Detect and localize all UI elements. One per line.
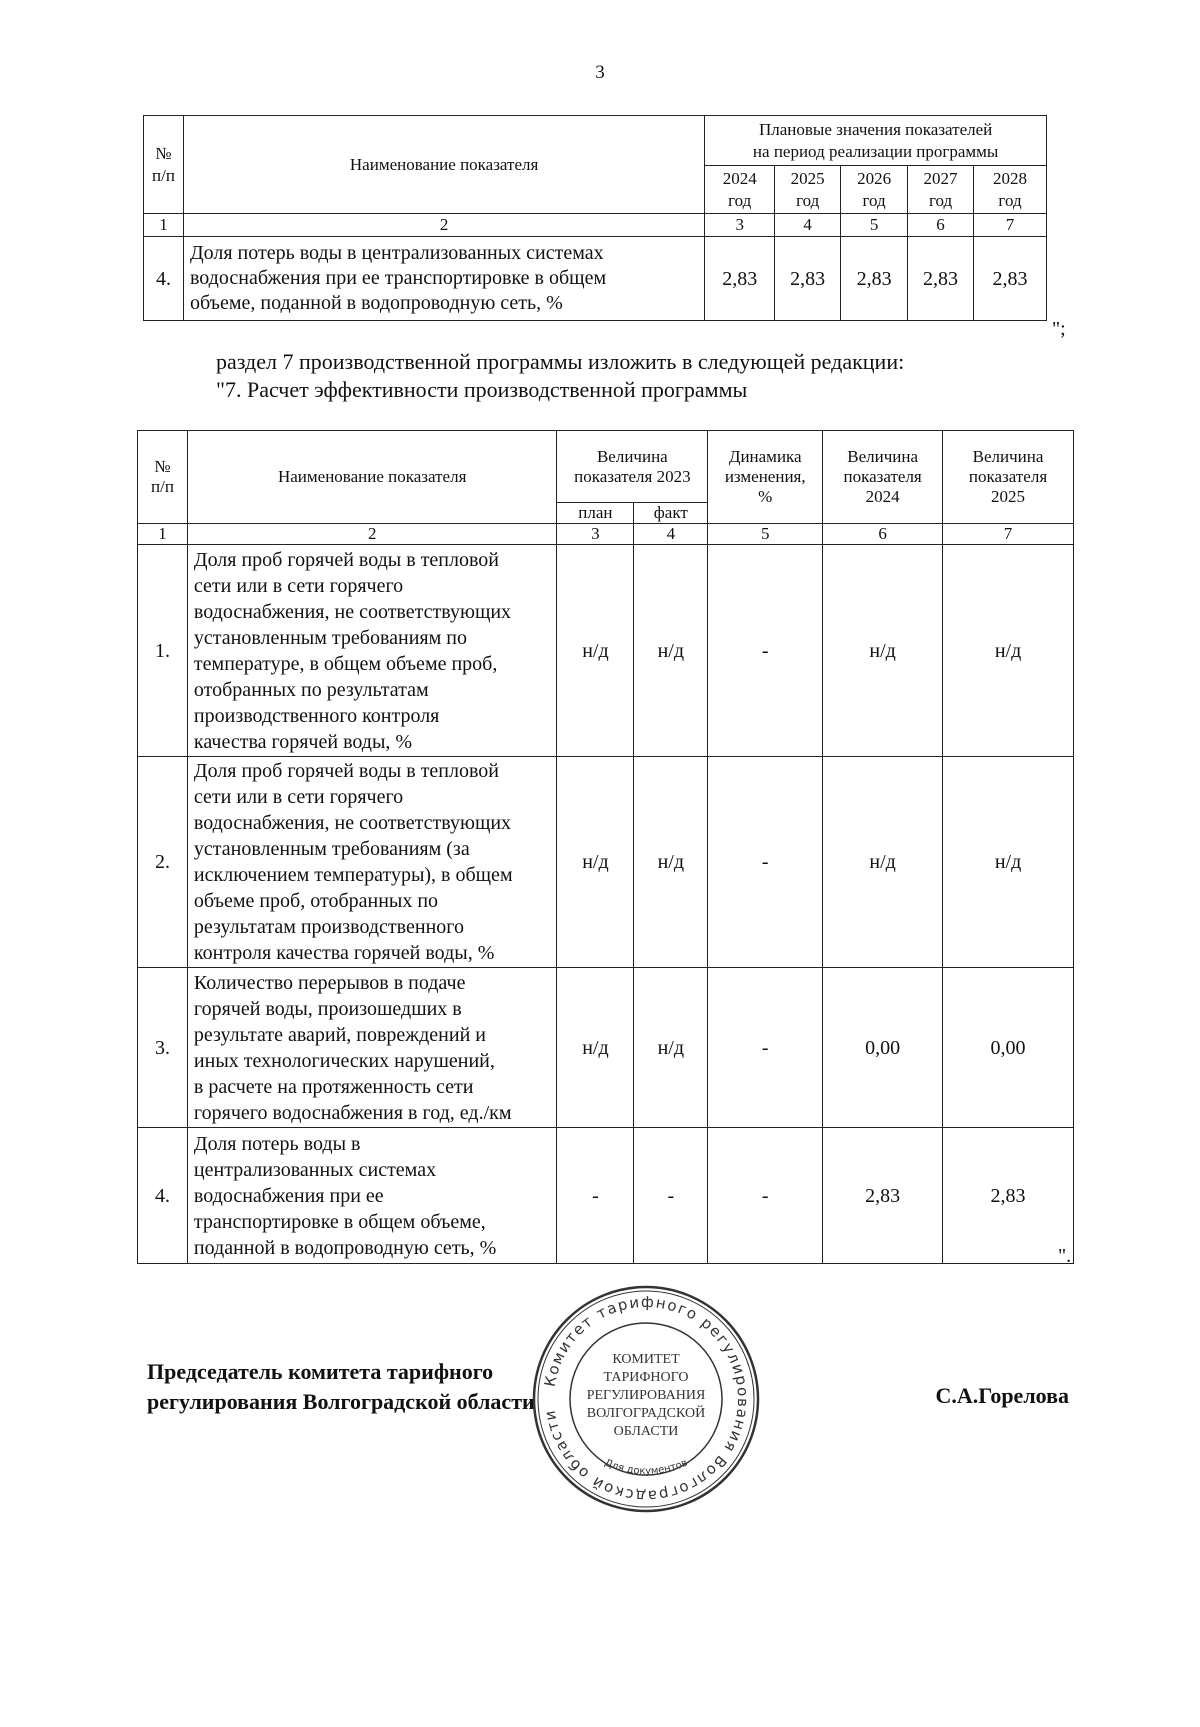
- table1-end-mark: ";: [1052, 318, 1066, 340]
- value-2025: н/д: [943, 757, 1074, 968]
- plan-values-table: [143, 115, 1047, 321]
- seal-bottom-text: Для документов: [602, 1457, 690, 1478]
- header-value-2023: Величина показателя 2023: [557, 431, 708, 503]
- fact-value: н/д: [634, 757, 708, 968]
- value-2024: 2,83: [823, 1128, 943, 1264]
- table2-end-mark: ".: [1058, 1245, 1072, 1267]
- row-number: 1.: [138, 545, 188, 757]
- value-2025: н/д: [943, 545, 1074, 757]
- dynamics-value: -: [708, 1128, 823, 1264]
- value-2024: 0,00: [823, 968, 943, 1128]
- dynamics-value: -: [708, 757, 823, 968]
- value-2024: н/д: [823, 545, 943, 757]
- header-number: № п/п: [144, 116, 184, 214]
- header-value-2025: Величина показателя 2025: [943, 431, 1074, 524]
- seal-ring-text: Комитет тарифного регулирования Волгоградской области: [540, 1292, 753, 1506]
- value-2027: 2,83: [908, 237, 974, 321]
- value-2025: 2,83: [943, 1128, 1074, 1264]
- section-heading: "7. Расчет эффективности производственной программы: [216, 377, 748, 402]
- efficiency-table: [137, 430, 1074, 1264]
- header-number: № п/п: [138, 431, 188, 524]
- header-value-2024: Величина показателя 2024: [823, 431, 943, 524]
- table-row: [138, 545, 1074, 757]
- value-2024: н/д: [823, 757, 943, 968]
- dynamics-value: -: [708, 545, 823, 757]
- plan-value: н/д: [557, 968, 634, 1128]
- row-number: 4.: [138, 1128, 188, 1264]
- plan-value: -: [557, 1128, 634, 1264]
- signatory-position: Председатель комитета тарифного регулирования Волгоградской области: [147, 1359, 535, 1414]
- header-year-2025: 2025 год: [775, 166, 841, 214]
- row-indicator-name: Доля проб горячей воды в тепловой сети или в сети горячего водоснабжения, не соответствующих установленным требованиям (за исключением температуры), в общем объеме проб, отобранных по результатам производственного контроля качества горячей воды, %: [187, 757, 557, 968]
- seal-line: ТАРИФНОГО: [603, 1370, 689, 1385]
- value-2025: 0,00: [943, 968, 1074, 1128]
- value-2024: 2,83: [705, 237, 775, 321]
- table-row: [138, 1128, 1074, 1264]
- row-indicator-name: Доля потерь воды в централизованных системах водоснабжения при ее транспортировке в общем объеме, поданной в водопроводную сеть, %: [183, 237, 704, 321]
- svg-text:Для документов: [603, 1458, 689, 1478]
- row-number: 4.: [144, 237, 184, 321]
- header-year-2024: 2024 год: [705, 166, 775, 214]
- header-year-2028: 2028 год: [974, 166, 1047, 214]
- value-2025: 2,83: [775, 237, 841, 321]
- plan-value: н/д: [557, 757, 634, 968]
- row-indicator-name: Доля проб горячей воды в тепловой сети или в сети горячего водоснабжения, не соответствующих установленным требованиям по температуре, в общем объеме проб, отобранных по результатам производственного контроля качества горячей воды, %: [187, 545, 557, 757]
- table-row: [144, 237, 1047, 321]
- seal-line: ВОЛГОГРАДСКОЙ: [586, 1406, 706, 1421]
- fact-value: -: [634, 1128, 708, 1264]
- row-indicator-name: Доля потерь воды в централизованных системах водоснабжения при ее транспортировке в общем объеме, поданной в водопроводную сеть, %: [187, 1128, 557, 1264]
- header-plan-values: Плановые значения показателей на период реализации программы: [705, 116, 1047, 166]
- header-dynamics: Динамика изменения, %: [708, 431, 823, 524]
- fact-value: н/д: [634, 968, 708, 1128]
- header-indicator-name: Наименование показателя: [183, 116, 704, 214]
- column-number-row: 1 2 3 4 5 6 7: [138, 524, 1074, 545]
- value-2028: 2,83: [974, 237, 1047, 321]
- header-year-2027: 2027 год: [908, 166, 974, 214]
- row-indicator-name: Количество перерывов в подаче горячей воды, произошедших в результате аварий, повреждений и иных технологических нарушений, в расчете на протяженность сети горячего водоснабжения в год, ед./км: [187, 968, 557, 1128]
- header-fact: факт: [634, 503, 708, 524]
- table-row: [138, 757, 1074, 968]
- header-indicator-name: Наименование показателя: [187, 431, 557, 524]
- seal-line: ОБЛАСТИ: [613, 1424, 679, 1439]
- fact-value: н/д: [634, 545, 708, 757]
- page-number: 3: [595, 62, 605, 83]
- signatory-name: С.А.Горелова: [935, 1383, 1069, 1408]
- dynamics-value: -: [708, 968, 823, 1128]
- table-row: [138, 968, 1074, 1128]
- plan-value: н/д: [557, 545, 634, 757]
- official-seal: [530, 1283, 762, 1515]
- header-plan: план: [557, 503, 634, 524]
- value-2026: 2,83: [841, 237, 908, 321]
- header-year-2026: 2026 год: [841, 166, 908, 214]
- seal-line: РЕГУЛИРОВАНИЯ: [586, 1388, 706, 1403]
- seal-line: КОМИТЕТ: [612, 1352, 680, 1367]
- section-instruction: раздел 7 производственной программы изложить в следующей редакции:: [216, 349, 905, 374]
- row-number: 3.: [138, 968, 188, 1128]
- row-number: 2.: [138, 757, 188, 968]
- column-number-row: 1 2 3 4 5 6 7: [144, 214, 1047, 237]
